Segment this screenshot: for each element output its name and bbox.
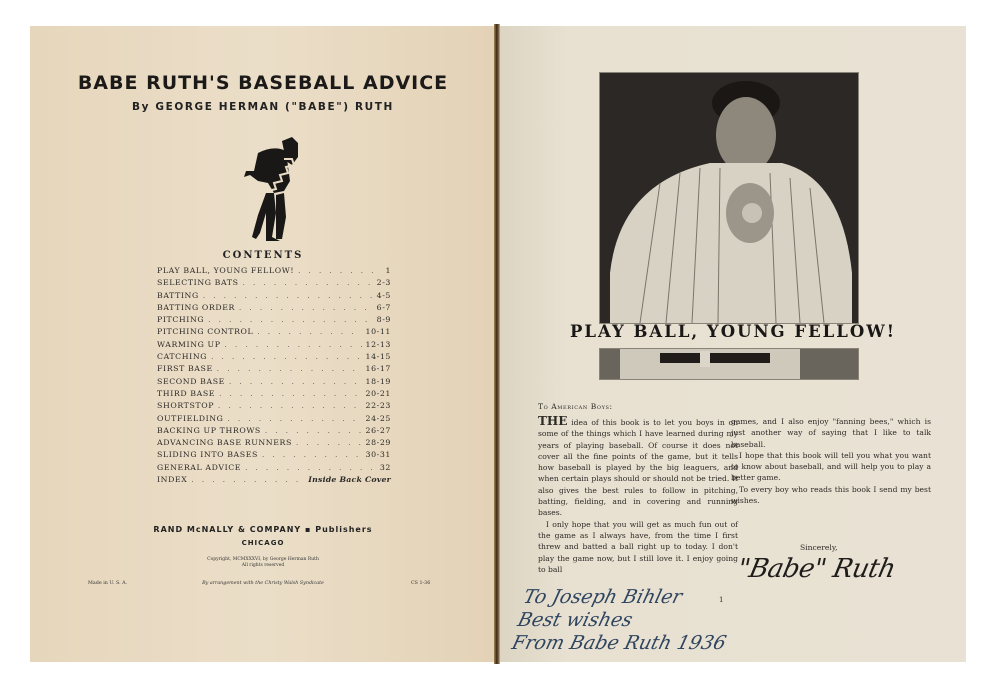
toc-entry: BATTING . . . 4-5 [157, 291, 391, 303]
paragraph: I hope that this book will tell you what you want to know about baseball, and will help you to play a better game. [731, 450, 931, 483]
toc-entry: SECOND BASE . . . 18-19 [157, 377, 391, 389]
copyright-notice [30, 557, 496, 569]
book-title: BABE RUTH'S BASEBALL ADVICE [77, 72, 449, 94]
made-in: Made in U. S. A. [88, 581, 128, 586]
toc-entry: THIRD BASE . . . 20-21 [157, 389, 391, 401]
toc-entry: CATCHING . . . 14-15 [157, 352, 391, 364]
umpire-illustration-icon [238, 133, 308, 245]
toc-entry: GENERAL ADVICE . . . 32 [157, 463, 391, 475]
closing: Sincerely, [800, 543, 838, 552]
babe-ruth-photo [599, 72, 859, 324]
left-page [30, 26, 496, 662]
letter-column-right [731, 416, 931, 506]
publisher-city: CHICAGO [241, 539, 285, 547]
page-number: 1 [719, 596, 724, 604]
toc-entry: SHORTSTOP . . . 22-23 [157, 401, 391, 413]
table-of-contents [157, 266, 391, 487]
toc-entry: PLAY BALL, YOUNG FELLOW! . . . 1 [157, 266, 391, 278]
toc-entry: SELECTING BATS . . . 2-3 [157, 278, 391, 290]
handwritten-inscription [509, 586, 740, 655]
belt-photo-icon [600, 349, 858, 379]
toc-entry: PITCHING . . . 8-9 [157, 315, 391, 327]
toc-entry: BATTING ORDER . . . 6-7 [157, 303, 391, 315]
copyright-line: Copyright, MCMXXXVI, by George Herman Ruth [207, 557, 319, 562]
syndicate-credit: By arrangement with the Christy Walsh Syndicate [202, 581, 324, 586]
printed-signature: "Babe" Ruth [734, 554, 899, 584]
chapter-headline: PLAY BALL, YOUNG FELLOW! [569, 322, 897, 341]
photo-lower-strip [599, 348, 859, 380]
toc-entry: OUTFIELDING . . . 24-25 [157, 414, 391, 426]
paragraph: games, and I also enjoy "fanning bees," which is just another way of saying that I like to talk baseball. [731, 417, 931, 449]
rights-line: All rights reserved [241, 563, 285, 568]
letter-column-left [538, 416, 738, 575]
toc-entry: INDEX . . . Inside Back Cover [157, 475, 391, 487]
toc-entry: WARMING UP . . . 12-13 [157, 340, 391, 352]
paragraph: To every boy who reads this book I send my best wishes. [731, 484, 931, 506]
portrait-icon [600, 73, 858, 323]
toc-entry: FIRST BASE . . . 16-17 [157, 364, 391, 376]
inscription-line: From Babe Ruth 1936 [509, 632, 729, 654]
salutation: To American Boys: [538, 402, 613, 411]
toc-entry: BACKING UP THROWS . . . 26-27 [157, 426, 391, 438]
toc-entry: PITCHING CONTROL . . . 10-11 [157, 327, 391, 339]
toc-entry: SLIDING INTO BASES . . . 30-31 [157, 450, 391, 462]
inscription-line: To Joseph Bihler [521, 586, 685, 608]
catalog-code: CS 1-36 [411, 581, 431, 586]
drop-cap: THE [538, 414, 568, 428]
paragraph: THE idea of this book is to let you boys in on some of the things which I have learned during my years of playing baseball. Of course it does not cover all the fine points of the game, but it tells how baseball is played by the big leaguers, and when certain plays should or should not be tried. It also gives the best rules to follow in pitching, batting, fielding, and in covering and running bases. [538, 414, 738, 518]
paragraph: I only hope that you will get as much fun out of the game as I always have, from the time I first threw and batted a ball right up to today. I don't play the game now, but I still love it. I enjoy going to ball [538, 519, 738, 574]
inscription-line: Best wishes [515, 609, 635, 631]
right-page [500, 26, 966, 662]
toc-entry: ADVANCING BASE RUNNERS . . . 28-29 [157, 438, 391, 450]
publisher: RAND McNALLY & COMPANY ▪ Publishers [153, 525, 373, 534]
contents-heading: CONTENTS [222, 250, 304, 261]
book-author: By GEORGE HERMAN ("BABE") RUTH [132, 101, 394, 113]
